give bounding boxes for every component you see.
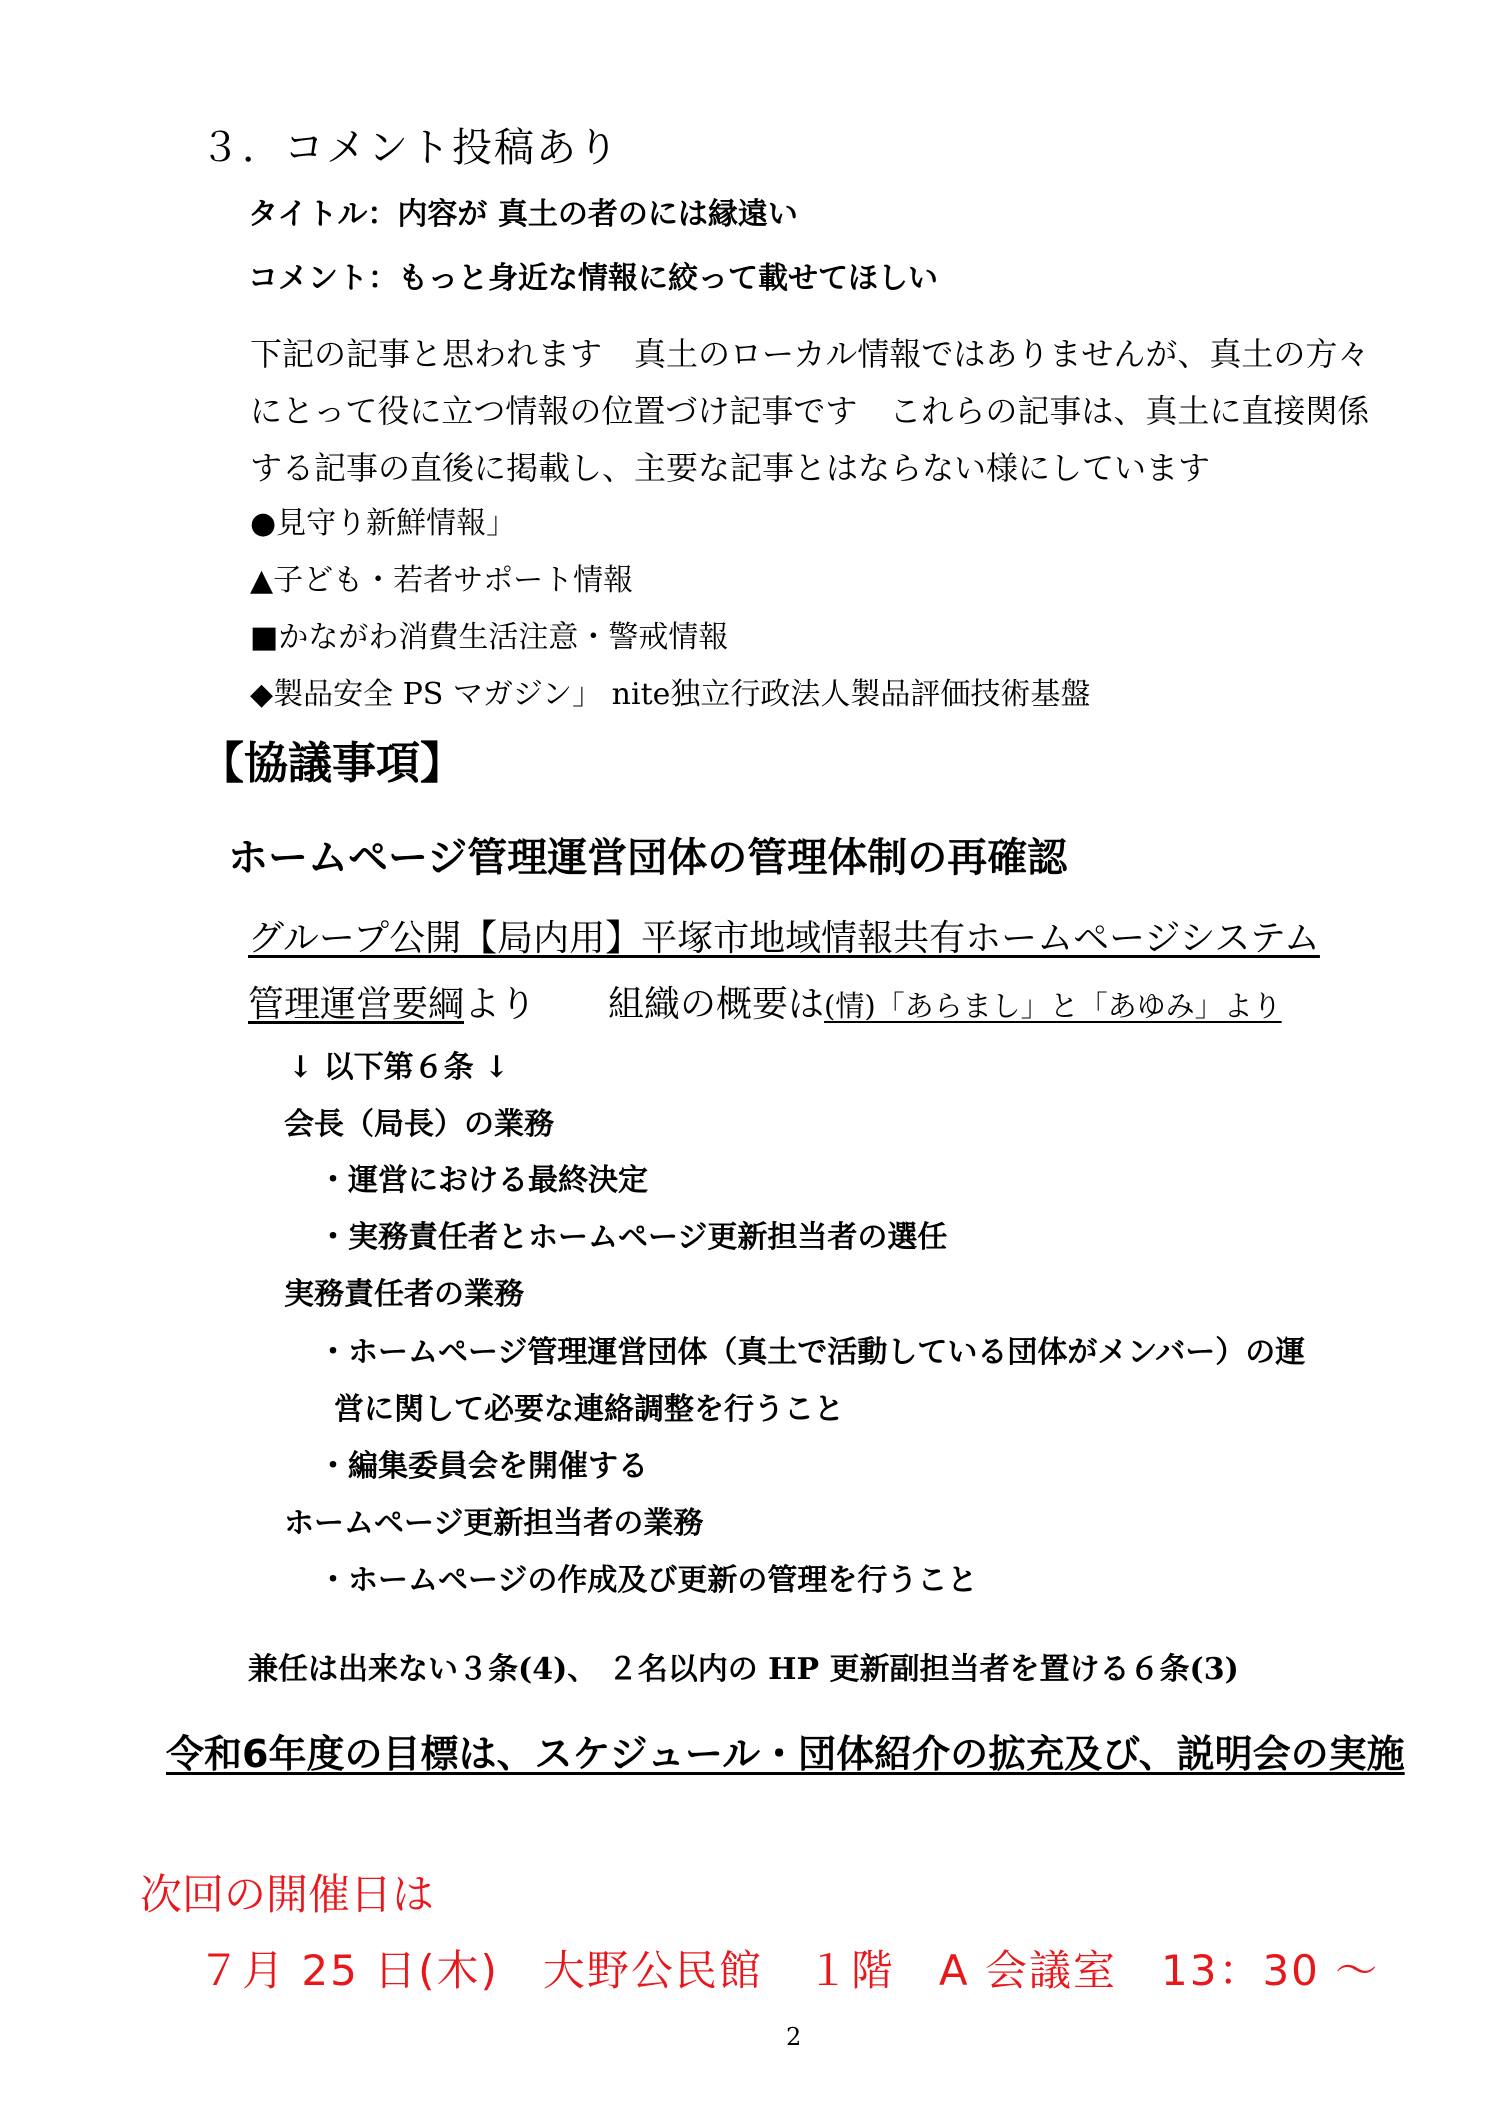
concurrent-rule-note: 兼任は出来ない３条(4)、 ２名以内の HP 更新副担当者を置ける６条(3)	[248, 1652, 1239, 1687]
kanri-rest-text: より 組織の概要は	[464, 984, 825, 1025]
manager-duty-2: ・編集委員会を開催する	[318, 1449, 648, 1484]
section-3-heading: ３．コメント投稿あり	[200, 125, 620, 171]
updater-duty-1: ・ホームページの作成及び更新の管理を行うこと	[318, 1563, 978, 1598]
fiscal-year-goal: 令和6年度の目標は、スケジュール・団体紹介の拡充及び、説明会の実施	[166, 1732, 1405, 1776]
chairman-duties-heading: 会長（局長）の業務	[284, 1107, 554, 1142]
list-item-kodomo: ▲子ども・若者サポート情報	[250, 563, 634, 598]
kanri-line	[248, 983, 1282, 1026]
updater-duties-heading: ホームページ更新担当者の業務	[284, 1506, 704, 1541]
manager-duty-1b: 営に関して必要な連絡調整を行うこと	[334, 1392, 844, 1427]
list-item-mimamori: ●見守り新鮮情報」	[250, 506, 517, 541]
response-line-1: 下記の記事と思われます 真土のローカル情報ではありませんが、真土の方々	[250, 335, 1370, 373]
group-system-line: グループ公開【局内用】平塚市地域情報共有ホームページシステム	[248, 918, 1320, 959]
kanri-underlined-text: 管理運営要綱	[248, 984, 465, 1025]
response-line-2: にとって役に立つ情報の位置づけ記事です これらの記事は、真土に直接関係	[250, 392, 1370, 430]
list-item-ps-magazine: ◆製品安全 PS マガジン」 nite独立行政法人製品評価技術基盤	[250, 677, 1091, 712]
comment-body: コメント：もっと身近な情報に絞って載せてほしい	[248, 261, 938, 296]
comment-title: タイトル：内容が 真土の者のには縁遠い	[248, 197, 798, 232]
manager-duties-heading: 実務責任者の業務	[284, 1277, 524, 1312]
kanri-source-text: (情)「あらまし」と「あゆみ」より	[824, 989, 1282, 1023]
agenda-subheading: ホームページ管理運営団体の管理体制の再確認	[228, 835, 1068, 881]
manager-duty-1a: ・ホームページ管理運営団体（真土で活動している団体がメンバー）の運	[318, 1335, 1306, 1370]
page-number: 2	[786, 2023, 802, 2051]
list-item-kanagawa: ■かながわ消費生活注意・警戒情報	[250, 620, 729, 655]
chairman-duty-2: ・実務責任者とホームページ更新担当者の選任	[318, 1220, 948, 1255]
response-line-3: する記事の直後に掲載し、主要な記事とはならない様にしています	[250, 449, 1211, 487]
agenda-heading: 【協議事項】	[200, 738, 464, 789]
chairman-duty-1: ・運営における最終決定	[318, 1163, 648, 1198]
article-6-label: ↓ 以下第６条 ↓	[288, 1050, 510, 1085]
next-meeting-label: 次回の開催日は	[140, 1870, 435, 1919]
next-meeting-detail: ７月 25 日(木) 大野公民館 １階 A 会議室 13：30 ～	[198, 1946, 1380, 1995]
